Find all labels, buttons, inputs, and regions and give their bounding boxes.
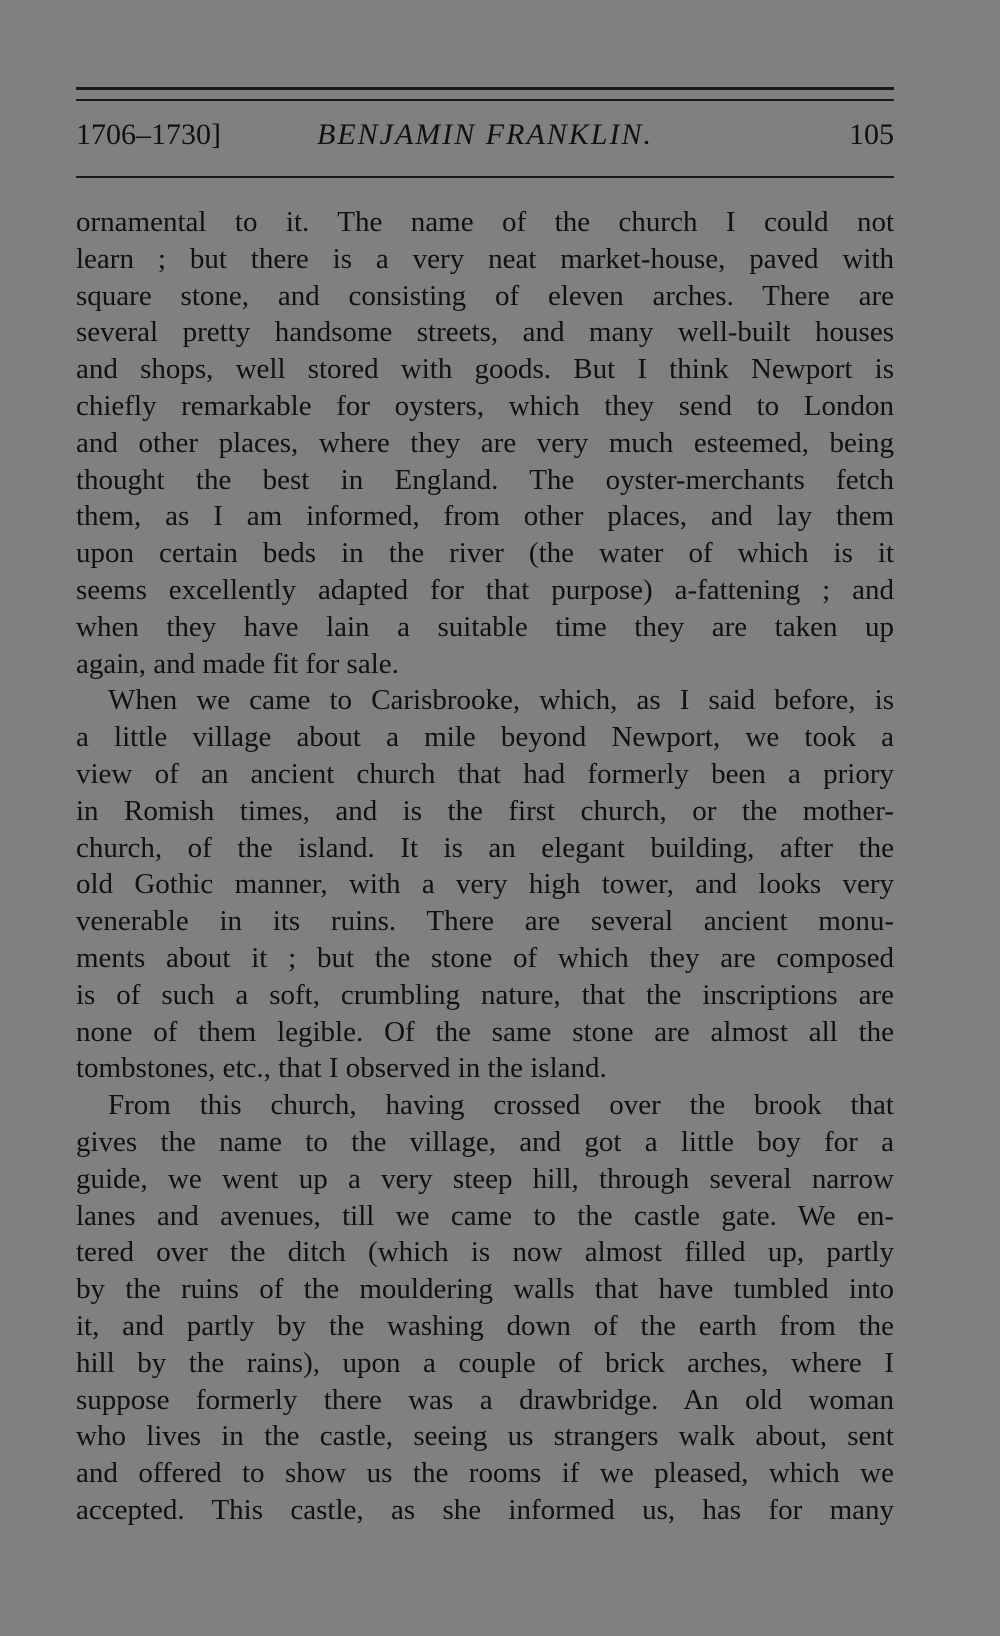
text-line: ments about it ; but the stone of which they are composed [76,941,894,974]
text-line: view of an ancient church that had formerly been a priory [76,757,894,790]
text-line: From this church, having crossed over the brook that [108,1089,894,1122]
header-title: BENJAMIN FRANKLIN. [317,118,653,151]
text-line: and other places, where they are very much esteemed, being [76,426,894,459]
text-line: tombstones, etc., that I observed in the island. [76,1052,607,1085]
text-line: ornamental to it. The name of the church I could not [76,206,894,238]
header-dates: 1706–1730] [76,118,221,151]
text-line: upon certain beds in the river (the water of which is it [76,537,894,570]
text-line: old Gothic manner, with a very high tower, and looks very [76,868,894,901]
header-underline-rule [76,176,894,178]
text-line: lanes and avenues, till we came to the castle gate. We en- [76,1199,894,1232]
text-line: hill by the rains), upon a couple of brick arches, where I [76,1346,894,1379]
text-line: learn ; but there is a very neat market-house, paved with [76,242,894,275]
paragraph [76,204,894,682]
text-line: in Romish times, and is the first church, or the mother- [76,794,894,827]
text-line: guide, we went up a very steep hill, through several narrow [76,1162,894,1195]
text-line: accepted. This castle, as she informed us, has for many [76,1493,894,1526]
text-line: venerable in its ruins. There are several ancient monu- [76,905,894,938]
body-text [76,204,894,1529]
text-line: When we came to Carisbrooke, which, as I said before, is [108,684,894,717]
top-double-rule-lower [76,99,894,101]
text-line: and shops, well stored with goods. But I think Newport is [76,353,894,386]
text-line: them, as I am informed, from other places, and lay them [76,500,894,533]
text-line: suppose formerly there was a drawbridge. An old woman [76,1383,894,1416]
text-line: seems excellently adapted for that purpose) a-fattening ; and [76,573,894,606]
text-line: it, and partly by the washing down of the earth from the [76,1309,894,1342]
paragraph [76,682,894,1087]
text-line: tered over the ditch (which is now almost filled up, partly [76,1236,894,1269]
paragraph [76,1087,894,1529]
text-line: again, and made fit for sale. [76,647,399,680]
text-line: who lives in the castle, seeing us strangers walk about, sent [76,1420,894,1453]
text-line: square stone, and consisting of eleven arches. There are [76,279,894,312]
text-line: church, of the island. It is an elegant building, after the [76,831,894,864]
text-line: thought the best in England. The oyster-merchants fetch [76,463,894,496]
text-line: a little village about a mile beyond Newport, we took a [76,721,894,754]
page-number: 105 [849,118,894,151]
text-line: none of them legible. Of the same stone are almost all the [76,1015,894,1048]
text-line: and offered to show us the rooms if we pleased, which we [76,1457,894,1490]
text-line: gives the name to the village, and got a little boy for a [76,1125,894,1158]
running-head [76,118,894,162]
text-line: when they have lain a suitable time they are taken up [76,610,894,643]
text-line: several pretty handsome streets, and many well-built houses [76,316,894,349]
text-line: is of such a soft, crumbling nature, that the inscriptions are [76,978,894,1011]
text-line: by the ruins of the mouldering walls that have tumbled into [76,1273,894,1306]
text-line: chiefly remarkable for oysters, which they send to London [76,389,894,422]
top-double-rule-upper [76,87,894,90]
